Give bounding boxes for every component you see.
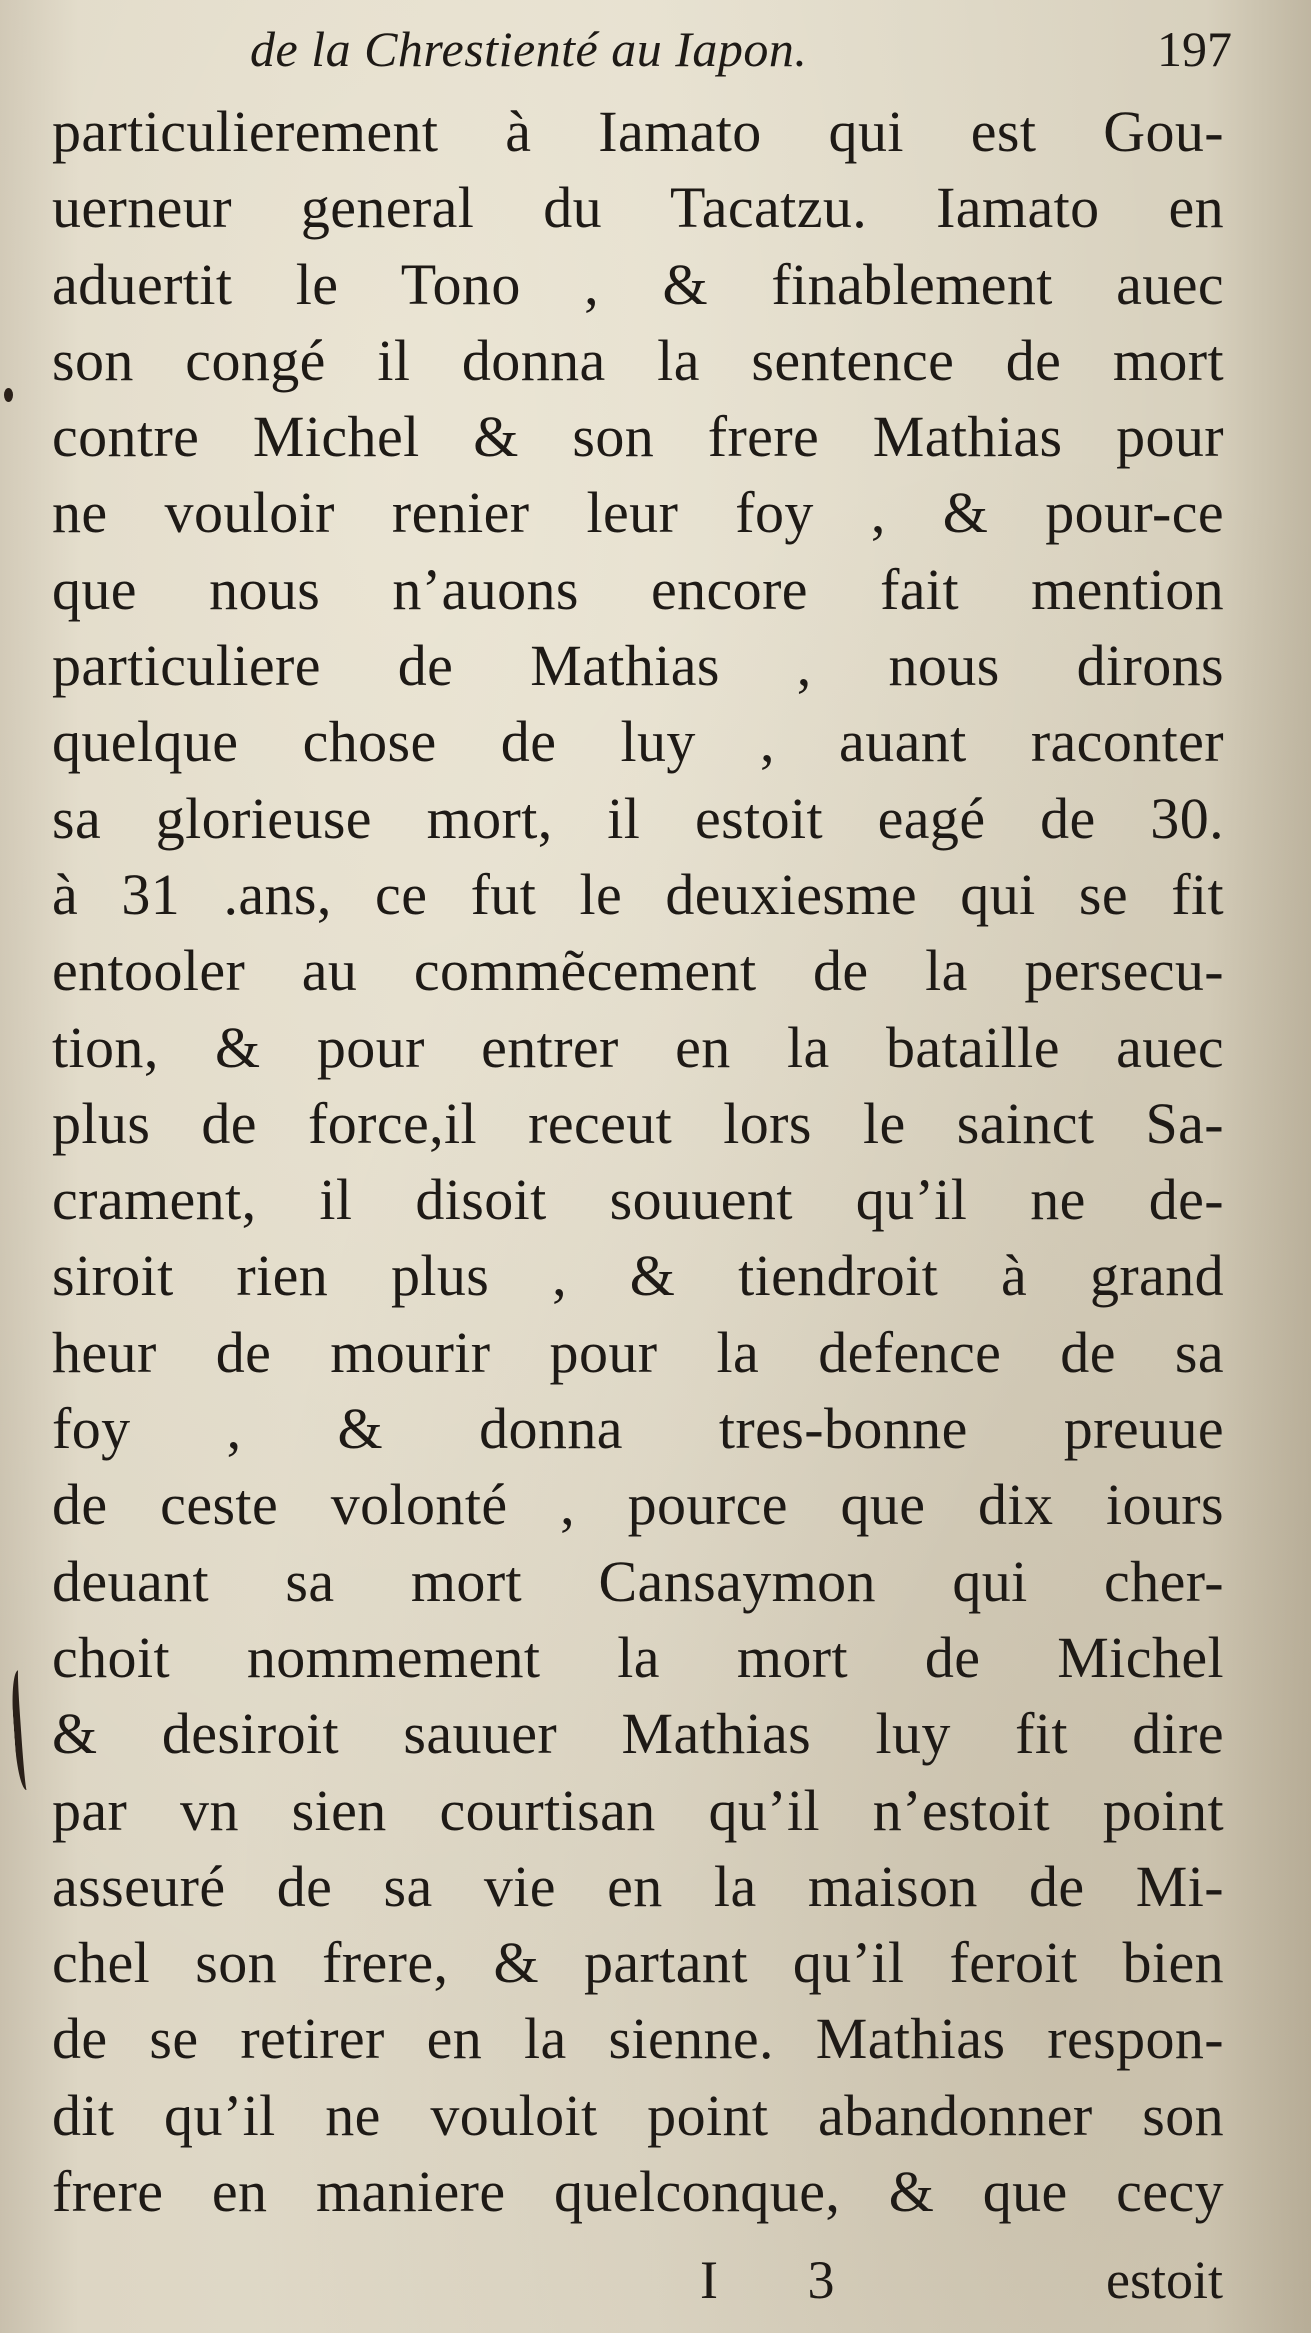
catchword: estoit [1106, 2250, 1223, 2310]
text-line: tion, & pour entrer en la bataille auec [52, 1014, 1224, 1080]
text-line: quelque chose de luy , auant raconter [52, 709, 1224, 775]
text-line: de ceste volonté , pource que dix iours [52, 1472, 1224, 1538]
text-line: siroit rien plus , & tiendroit à grand [52, 1243, 1224, 1309]
page-number: 197 [1157, 21, 1232, 77]
text-line: ne vouloir renier leur foy , & pour-ce [52, 480, 1224, 546]
text-line: frere en maniere quelconque, & que cecy [52, 2159, 1224, 2225]
text-line: son congé il donna la sentence de mort [52, 327, 1224, 393]
text-line: heur de mourir pour la defence de sa [52, 1319, 1224, 1385]
text-line: par vn sien courtisan qu’il n’estoit point [52, 1777, 1224, 1843]
text-line: asseuré de sa vie en la maison de Mi- [52, 1853, 1224, 1919]
text-line: deuant sa mort Cansaymon qui cher- [52, 1548, 1224, 1614]
text-line: particulierement à Iamato qui est Gou- [52, 99, 1224, 164]
text-line: sa glorieuse mort, il estoit eagé de 30. [52, 785, 1224, 851]
text-line: & desiroit sauuer Mathias luy fit dire [52, 1701, 1224, 1767]
text-line: uerneur general du Tacatzu. Iamato en [52, 175, 1224, 241]
page-footer [0, 2240, 1311, 2320]
text-line: de se retirer en la sienne. Mathias respon- [52, 2006, 1224, 2072]
text-line: particuliere de Mathias , nous dirons [52, 633, 1224, 699]
text-line: que nous n’auons encore fait mention [52, 556, 1224, 622]
text-line: foy , & donna tres-bonne preuue [52, 1396, 1224, 1462]
text-line: chel son frere, & partant qu’il feroit bien [52, 1930, 1224, 1996]
text-line: crament, il disoit souuent qu’il ne de- [52, 1167, 1224, 1233]
body-text [52, 94, 1224, 2230]
margin-ink-mark [10, 1669, 39, 1790]
page-header [250, 14, 1250, 84]
text-line: dit qu’il ne vouloit point abandonner son [52, 2082, 1224, 2148]
ink-spot [4, 388, 13, 402]
text-line: plus de force,il receut lors le sainct Sa- [52, 1090, 1224, 1156]
text-line: aduertit le Tono , & finablement auec [52, 251, 1224, 317]
running-head: de la Chrestienté au Iapon. [250, 21, 808, 77]
text-line: entooler au commẽcement de la persecu- [52, 938, 1224, 1004]
signature-mark: I 3 [700, 2250, 873, 2310]
text-line: choit nommement la mort de Michel [52, 1624, 1224, 1690]
text-line: contre Michel & son frere Mathias pour [52, 404, 1224, 470]
text-line: à 31 .ans, ce fut le deuxiesme qui se fit [52, 861, 1224, 927]
